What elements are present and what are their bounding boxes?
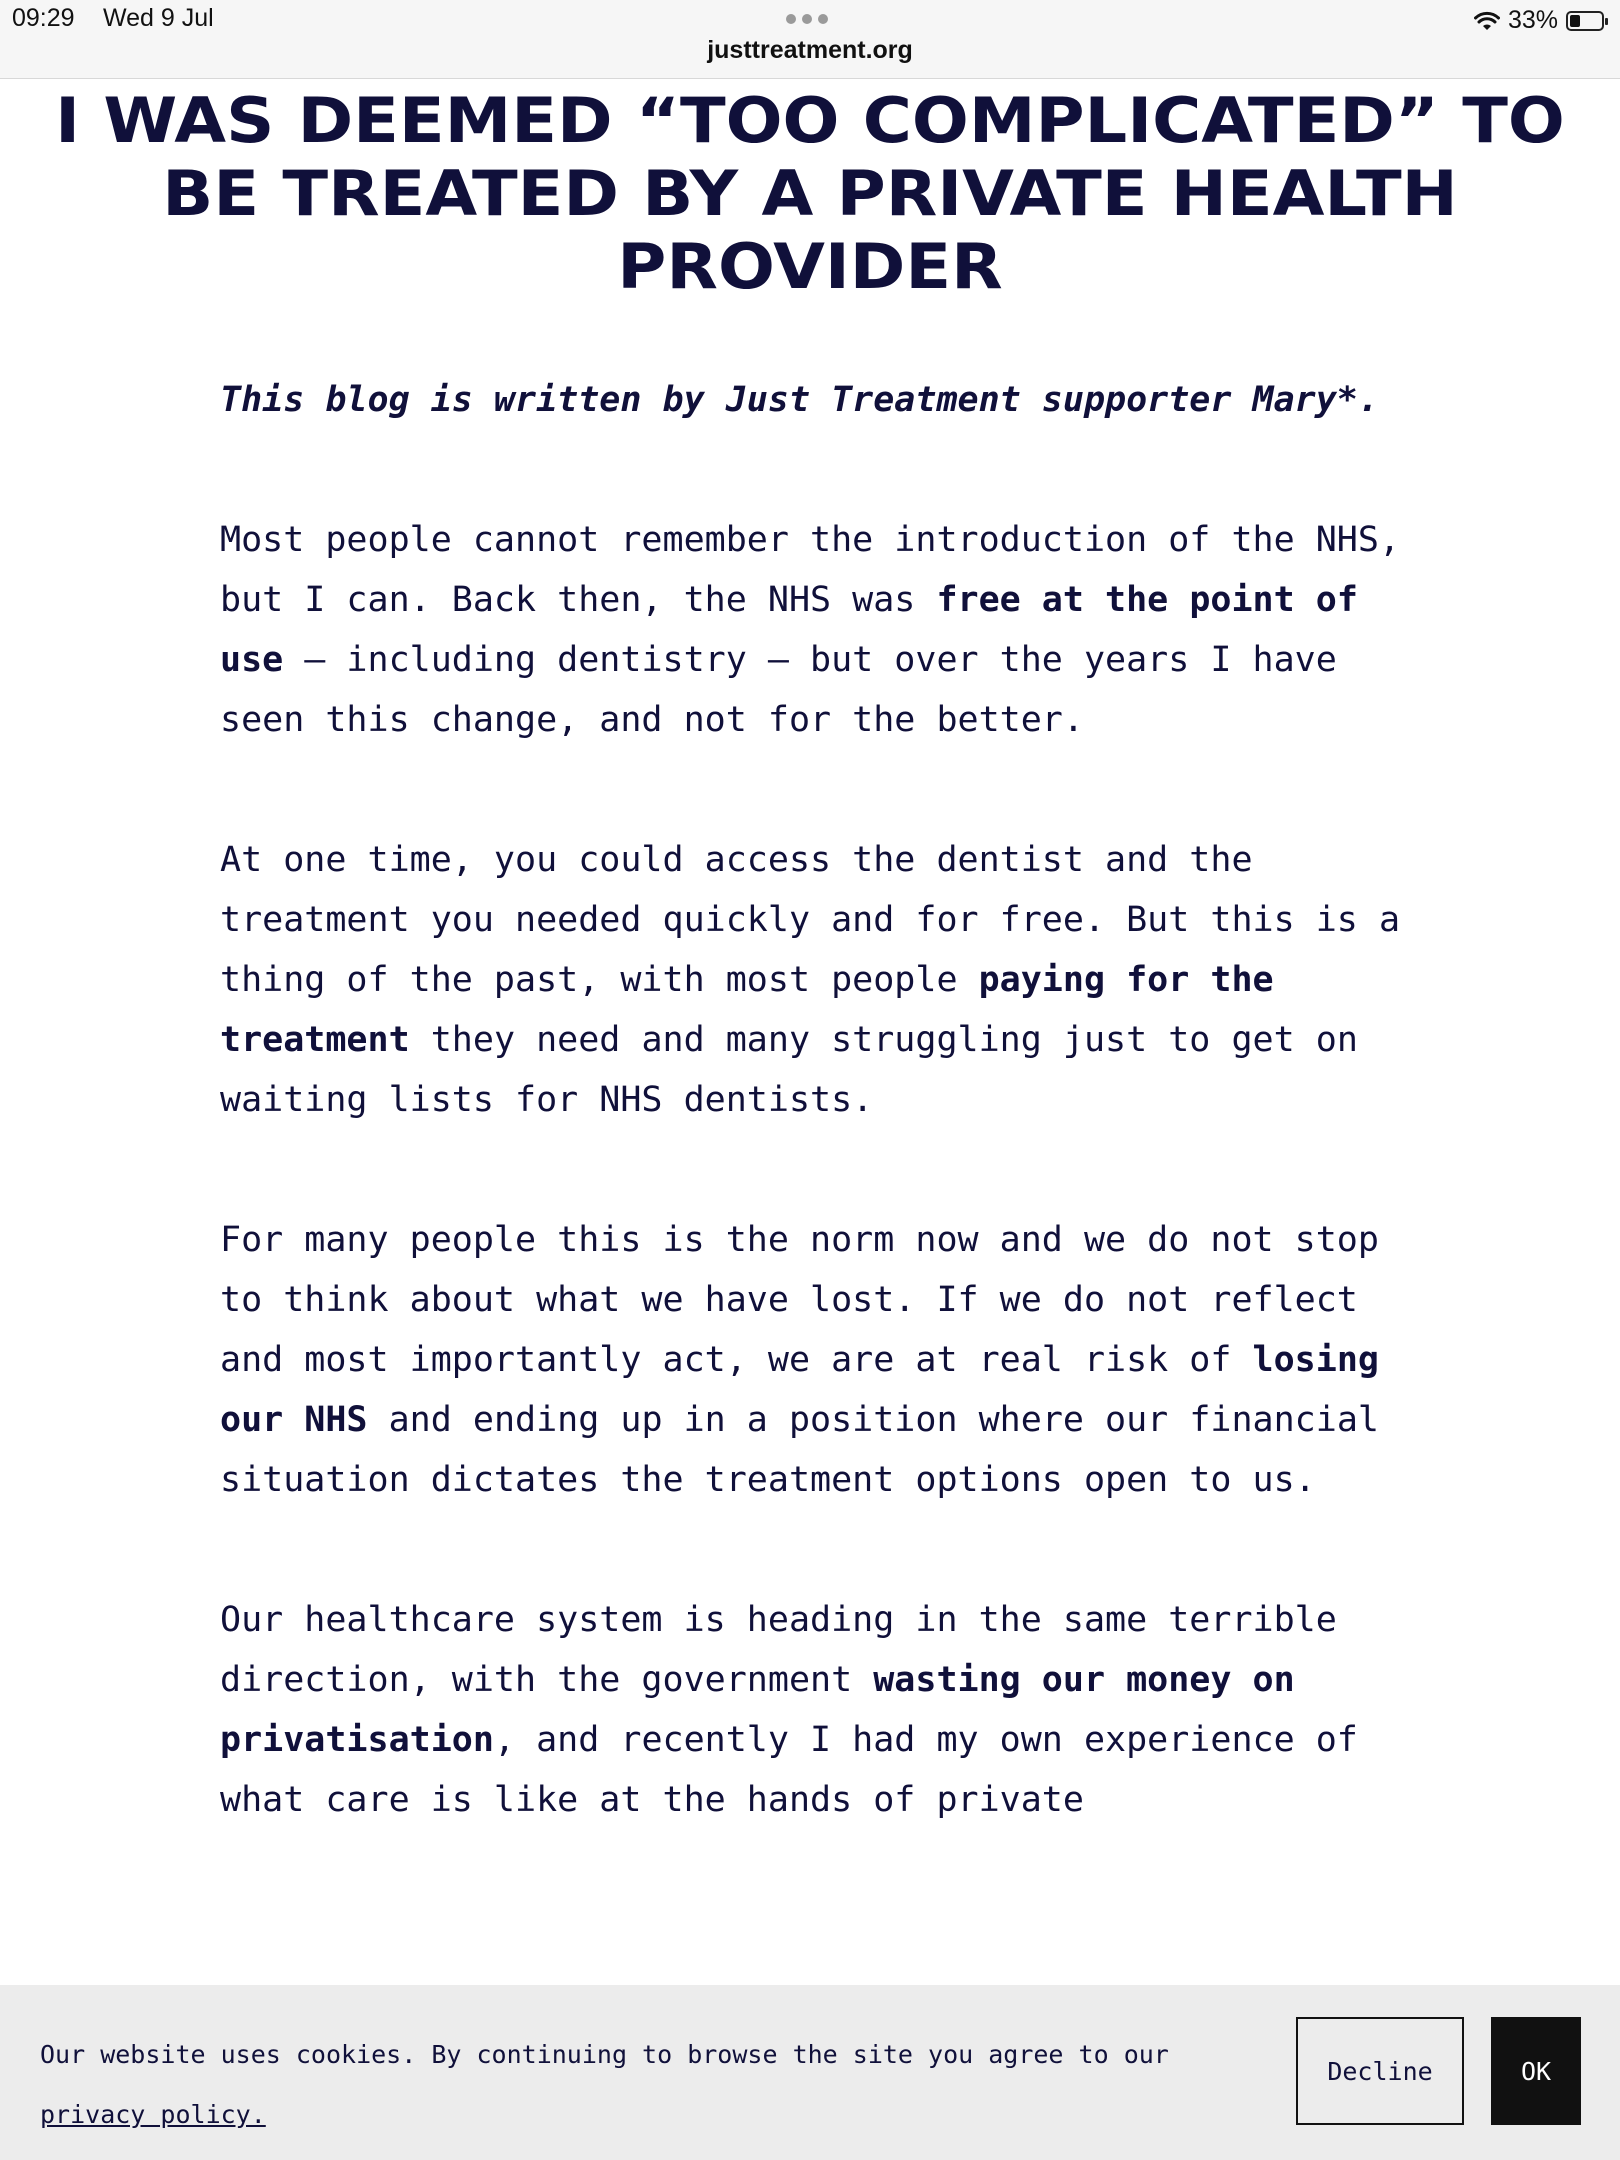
wifi-icon — [1474, 11, 1500, 31]
article-paragraph — [220, 1590, 1420, 1830]
status-time: 09:29 — [12, 4, 75, 32]
status-bar — [0, 0, 1620, 79]
article-headline: I WAS DEEMED “TOO COMPLICATED” TO BE TREATED BY A PRIVATE HEALTH PROVIDER — [55, 84, 1565, 303]
battery-icon — [1566, 11, 1604, 31]
privacy-policy-link[interactable]: privacy policy. — [40, 2100, 266, 2129]
ok-button[interactable]: OK — [1491, 2017, 1581, 2125]
cookie-message — [40, 2025, 1240, 2145]
cookie-text: Our website uses cookies. By continuing to browse the site you agree to our — [40, 2040, 1169, 2069]
paragraph-text: – including dentistry – but over the years I have seen this change, and not for the better. — [220, 640, 1337, 740]
article-body — [220, 370, 1420, 1910]
paragraph-bold-text: free at the point of use — [220, 580, 1358, 680]
paragraph-text: , and recently I had my own experience of what care is like at the hands of private — [220, 1720, 1358, 1820]
paragraph-text: and ending up in a position where our financial situation dictates the treatment options open to us. — [220, 1400, 1379, 1500]
paragraph-text: Our healthcare system is heading in the same terrible direction, with the government — [220, 1600, 1337, 1700]
battery-percent: 33% — [1507, 6, 1558, 34]
article-paragraph — [220, 830, 1420, 1130]
article-paragraph — [220, 510, 1420, 750]
paragraph-bold-text: paying for the treatment — [220, 960, 1274, 1060]
tab-overview-dots-icon[interactable] — [786, 14, 828, 24]
status-indicators — [1474, 6, 1604, 35]
paragraph-text: they need and many struggling just to get on waiting lists for NHS dentists. — [220, 1020, 1358, 1120]
paragraph-text: At one time, you could access the dentist and the treatment you needed quickly and for free. But this is a thing of the past, with most people — [220, 840, 1401, 1000]
paragraph-bold-text: losing our NHS — [220, 1340, 1379, 1440]
address-bar-url[interactable]: justtreatment.org — [707, 36, 913, 64]
status-date: Wed 9 Jul — [103, 4, 214, 32]
paragraph-text: Most people cannot remember the introduction of the NHS, but I can. Back then, the NHS was — [220, 520, 1401, 620]
paragraph-text: For many people this is the norm now and we do not stop to think about what we have lost. If we do not reflect and most importantly act, we are at real risk of — [220, 1220, 1379, 1380]
article-intro: This blog is written by Just Treatment supporter Mary*. — [220, 380, 1379, 420]
article-paragraph — [220, 1210, 1420, 1510]
decline-button[interactable]: Decline — [1296, 2017, 1464, 2125]
paragraph-bold-text: wasting our money on privatisation — [220, 1660, 1295, 1760]
